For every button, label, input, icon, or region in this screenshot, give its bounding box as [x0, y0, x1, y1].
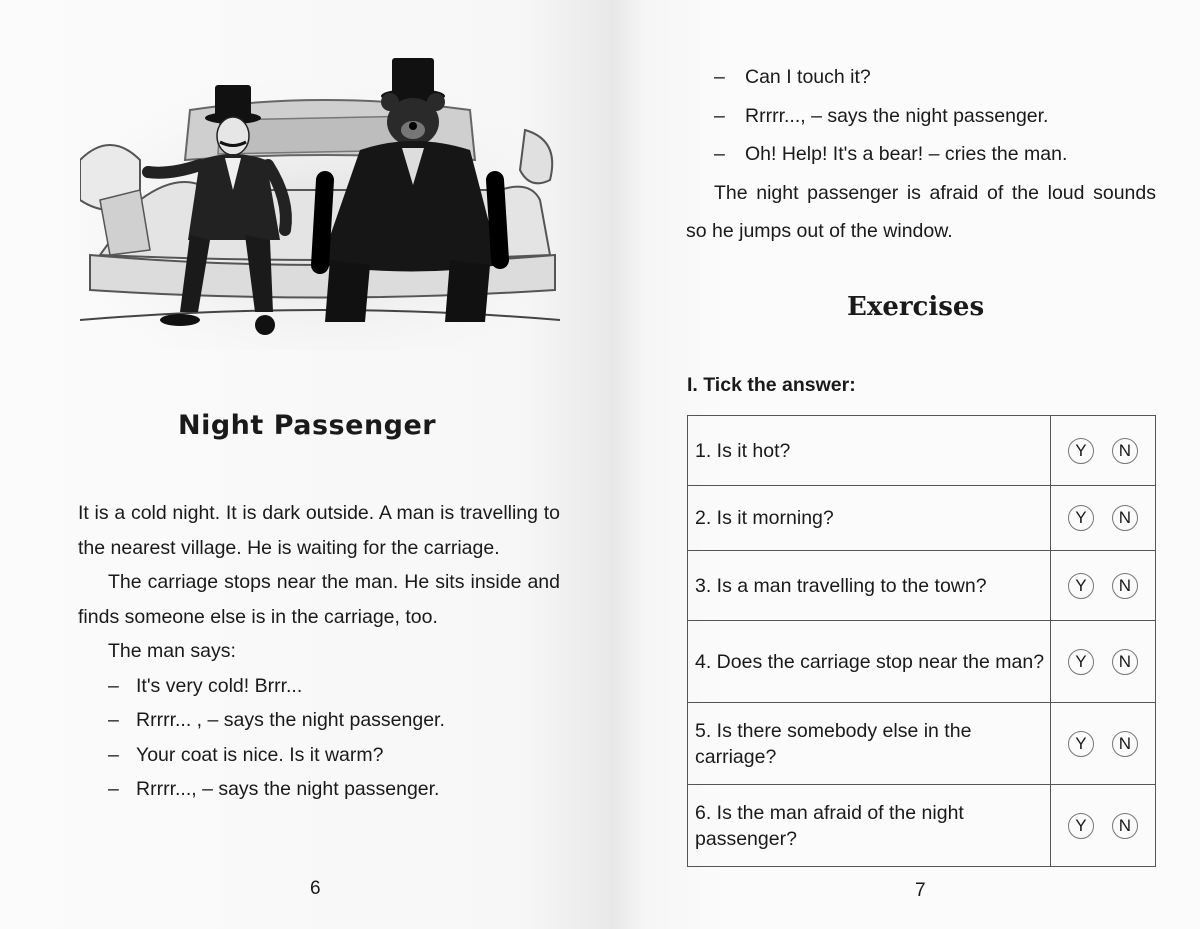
question-text: 1. Is it hot?: [688, 416, 1051, 486]
table-row: [688, 416, 1156, 486]
exercises-title: Exercises: [847, 292, 985, 322]
table-row: [688, 785, 1156, 867]
question-text: 6. Is the man afraid of the night passenger?: [688, 785, 1051, 867]
dialog-dash: –: [108, 743, 119, 766]
dialog-text: Can I touch it?: [745, 66, 871, 88]
dialog-text: Your coat is nice. Is it warm?: [136, 743, 384, 766]
dialog-line: [78, 738, 560, 773]
dialog-text: Oh! Help! It's a bear! – cries the man.: [745, 143, 1068, 165]
dialog-text: Rrrrr..., – says the night passenger.: [745, 104, 1049, 127]
page-number-left: 6: [310, 878, 321, 899]
dialog-line: [78, 703, 560, 738]
dialog-text: Rrrrr... , – says the night passenger.: [136, 709, 445, 731]
dialog-line: [78, 772, 560, 807]
story-paragraph: The night passenger is afraid of the loud sounds so he jumps out of the window.: [686, 181, 1156, 242]
yes-option[interactable]: Y: [1068, 731, 1094, 757]
yes-option[interactable]: Y: [1068, 438, 1094, 464]
dialog-line: [686, 58, 1156, 97]
table-row: [688, 486, 1156, 551]
question-text: 5. Is there somebody else in the carriage?: [688, 703, 1051, 785]
story-title: Night Passenger: [178, 410, 437, 441]
table-row: [688, 551, 1156, 621]
answer-table: [687, 415, 1156, 867]
answer-options: [1050, 486, 1155, 551]
dialog-dash: –: [108, 674, 119, 697]
dialog-line: [686, 135, 1156, 174]
right-page: [610, 0, 1200, 929]
story-text: [78, 496, 560, 807]
dialog-dash: –: [108, 778, 119, 800]
question-text: 4. Does the carriage stop near the man?: [688, 621, 1051, 703]
story-continuation: [686, 58, 1156, 251]
answer-options: [1050, 551, 1155, 621]
dialog-line: [686, 97, 1156, 136]
dialog-dash: –: [714, 104, 725, 127]
page-number-right: 7: [915, 880, 926, 901]
answer-options: [1050, 416, 1155, 486]
exercise-instruction: I. Tick the answer:: [687, 374, 856, 396]
answer-options: [1050, 621, 1155, 703]
no-option[interactable]: N: [1112, 731, 1138, 757]
dialog-dash: –: [714, 143, 725, 165]
yes-option[interactable]: Y: [1068, 813, 1094, 839]
yes-option[interactable]: Y: [1068, 649, 1094, 675]
answer-options: [1050, 703, 1155, 785]
answer-options: [1050, 785, 1155, 867]
dialog-dash: –: [108, 709, 119, 731]
dialog-list: [686, 58, 1156, 174]
story-paragraph: The carriage stops near the man. He sits inside and finds someone else is in the carriage, too.: [78, 571, 560, 628]
story-paragraph: It is a cold night. It is dark outside. A man is travelling to the nearest village. He is waiting for the carriage.: [78, 502, 560, 559]
no-option[interactable]: N: [1112, 649, 1138, 675]
no-option[interactable]: N: [1112, 813, 1138, 839]
dialog-line: [78, 669, 560, 704]
no-option[interactable]: N: [1112, 505, 1138, 531]
no-option[interactable]: N: [1112, 438, 1138, 464]
table-row: [688, 621, 1156, 703]
yes-option[interactable]: Y: [1068, 573, 1094, 599]
yes-option[interactable]: Y: [1068, 505, 1094, 531]
question-text: 2. Is it morning?: [688, 486, 1051, 551]
dialog-text: It's very cold! Brrr...: [136, 674, 303, 697]
dialog-text: Rrrrr..., – says the night passenger.: [136, 778, 440, 800]
question-text: 3. Is a man travelling to the town?: [688, 551, 1051, 621]
no-option[interactable]: N: [1112, 573, 1138, 599]
dialog-dash: –: [714, 66, 725, 88]
dialog-list: [78, 669, 560, 807]
story-paragraph: The man says:: [108, 640, 236, 662]
man-and-bear-illustration: [80, 50, 560, 350]
table-row: [688, 703, 1156, 785]
